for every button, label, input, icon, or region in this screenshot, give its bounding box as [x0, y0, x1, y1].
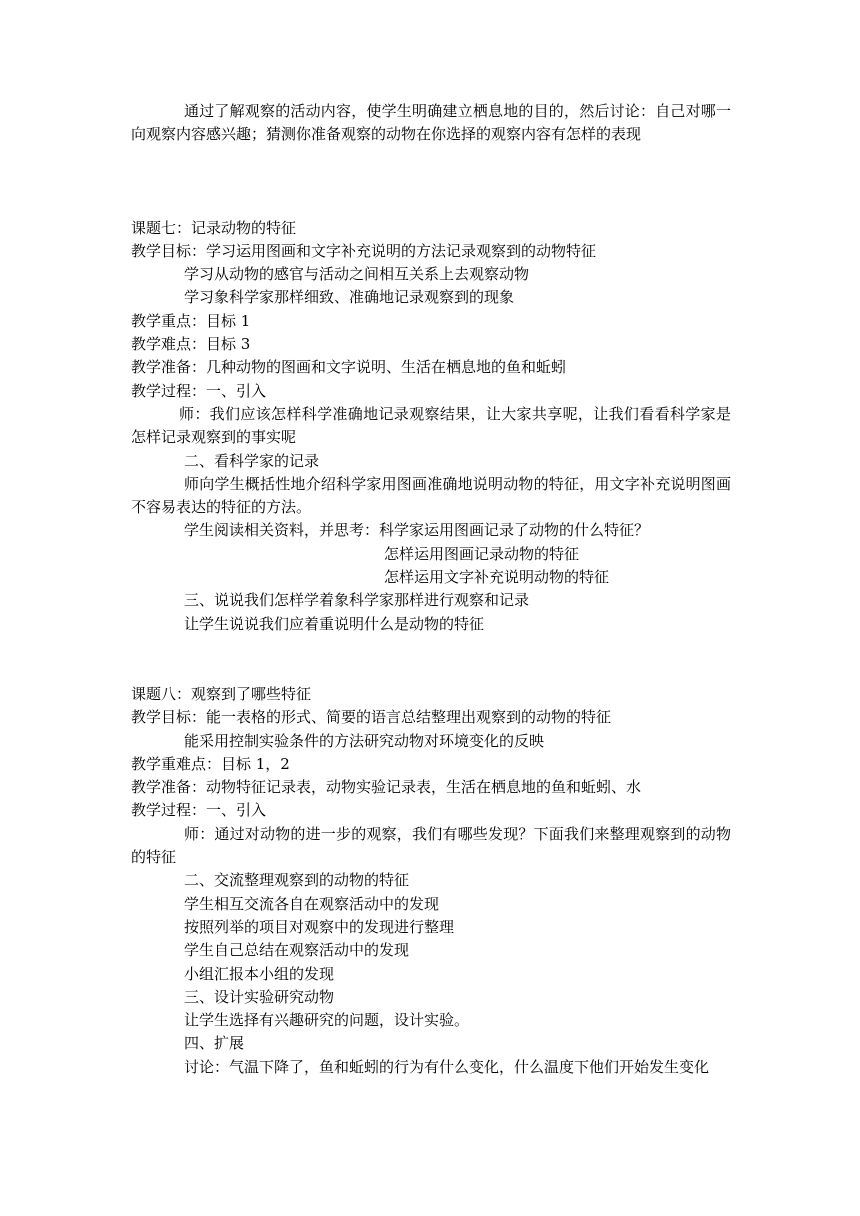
lesson8-item-1: 学生相互交流各自在观察活动中的发现 [184, 894, 440, 913]
lesson7-title: 课题七：记录动物的特征 [131, 218, 297, 237]
spacer [131, 147, 731, 217]
lesson7-section-2-text: 师向学生概括性地介绍科学家用图画准确地说明动物的特征，用文字补充说明图画不容易表达的特征的方法。 [131, 474, 731, 517]
lesson7-question-1: 怎样运用图画记录动物的特征 [384, 544, 580, 563]
lesson8-process: 教学过程：一、引入 [131, 801, 267, 820]
lesson7-question-2: 怎样运用文字补充说明动物的特征 [384, 568, 610, 587]
intro-paragraph: 通过了解观察的活动内容，使学生明确建立栖息地的目的，然后讨论：自己对哪一向观察内容感兴趣；猜测你准备观察的动物在你选择的观察内容有怎样的表现 [131, 102, 731, 144]
lesson8-item-3: 学生自己总结在观察活动中的发现 [184, 941, 410, 960]
lesson8-section-2: 二、交流整理观察到的动物的特征 [184, 871, 410, 890]
lesson8-section-4: 四、扩展 [184, 1034, 245, 1053]
lesson7-goal-1: 教学目标：学习运用图画和文字补充说明的方法记录观察到的动物特征 [131, 241, 597, 260]
lesson8-goal-2: 能采用控制实验条件的方法研究动物对环境变化的反映 [184, 731, 545, 750]
lesson8-item-2: 按照列举的项目对观察中的发现进行整理 [184, 917, 455, 936]
lesson8-item-4: 小组汇报本小组的发现 [184, 964, 335, 983]
lesson7-process: 教学过程：一、引入 [131, 381, 267, 400]
lesson8-discussion: 讨论：气温下降了，鱼和蚯蚓的行为有什么变化，什么温度下他们开始发生变化 [184, 1057, 710, 1076]
lesson7-section-3-text: 让学生说说我们应着重说明什么是动物的特征 [184, 614, 485, 633]
lesson7-student-read: 学生阅读相关资料，并思考：科学家运用图画记录了动物的什么特征？ [184, 521, 650, 540]
lesson8-goal-1: 教学目标：能一表格的形式、简要的语言总结整理出观察到的动物的特征 [131, 708, 612, 727]
lesson8-preparation: 教学准备：动物特征记录表，动物实验记录表，生活在栖息地的鱼和蚯蚓、水 [131, 778, 642, 797]
spacer [131, 636, 731, 683]
lesson8-teacher-intro: 师：通过对动物的进一步的观察，我们有哪些发现？下面我们来整理观察到的动物的特征 [131, 824, 731, 867]
lesson8-section-3-text: 让学生选择有兴趣研究的问题，设计实验。 [184, 1011, 470, 1030]
lesson8-title: 课题八：观察到了哪些特征 [131, 684, 312, 703]
lesson7-section-2: 二、看科学家的记录 [184, 451, 320, 470]
lesson7-teacher-intro: 师：我们应该怎样科学准确地记录观察结果，让大家共享呢，让我们看看科学家是怎样记录观察到的事实呢 [131, 404, 731, 447]
lesson7-goal-2: 学习从动物的感官与活动之间相互关系上去观察动物 [184, 265, 530, 284]
lesson7-difficulty: 教学难点：目标 3 [131, 335, 251, 354]
lesson8-key-difficulty: 教学重难点：目标 1，2 [131, 754, 290, 773]
lesson7-section-3: 三、说说我们怎样学着象科学家那样进行观察和记录 [184, 591, 530, 610]
lesson7-goal-3: 学习象科学家那样细致、准确地记录观察到的现象 [184, 288, 515, 307]
lesson7-key-point: 教学重点：目标 1 [131, 311, 251, 330]
document-page [131, 100, 731, 1079]
lesson7-preparation: 教学准备：几种动物的图画和文字说明、生活在栖息地的鱼和蚯蚓 [131, 358, 567, 377]
lesson8-section-3: 三、设计实验研究动物 [184, 987, 335, 1006]
